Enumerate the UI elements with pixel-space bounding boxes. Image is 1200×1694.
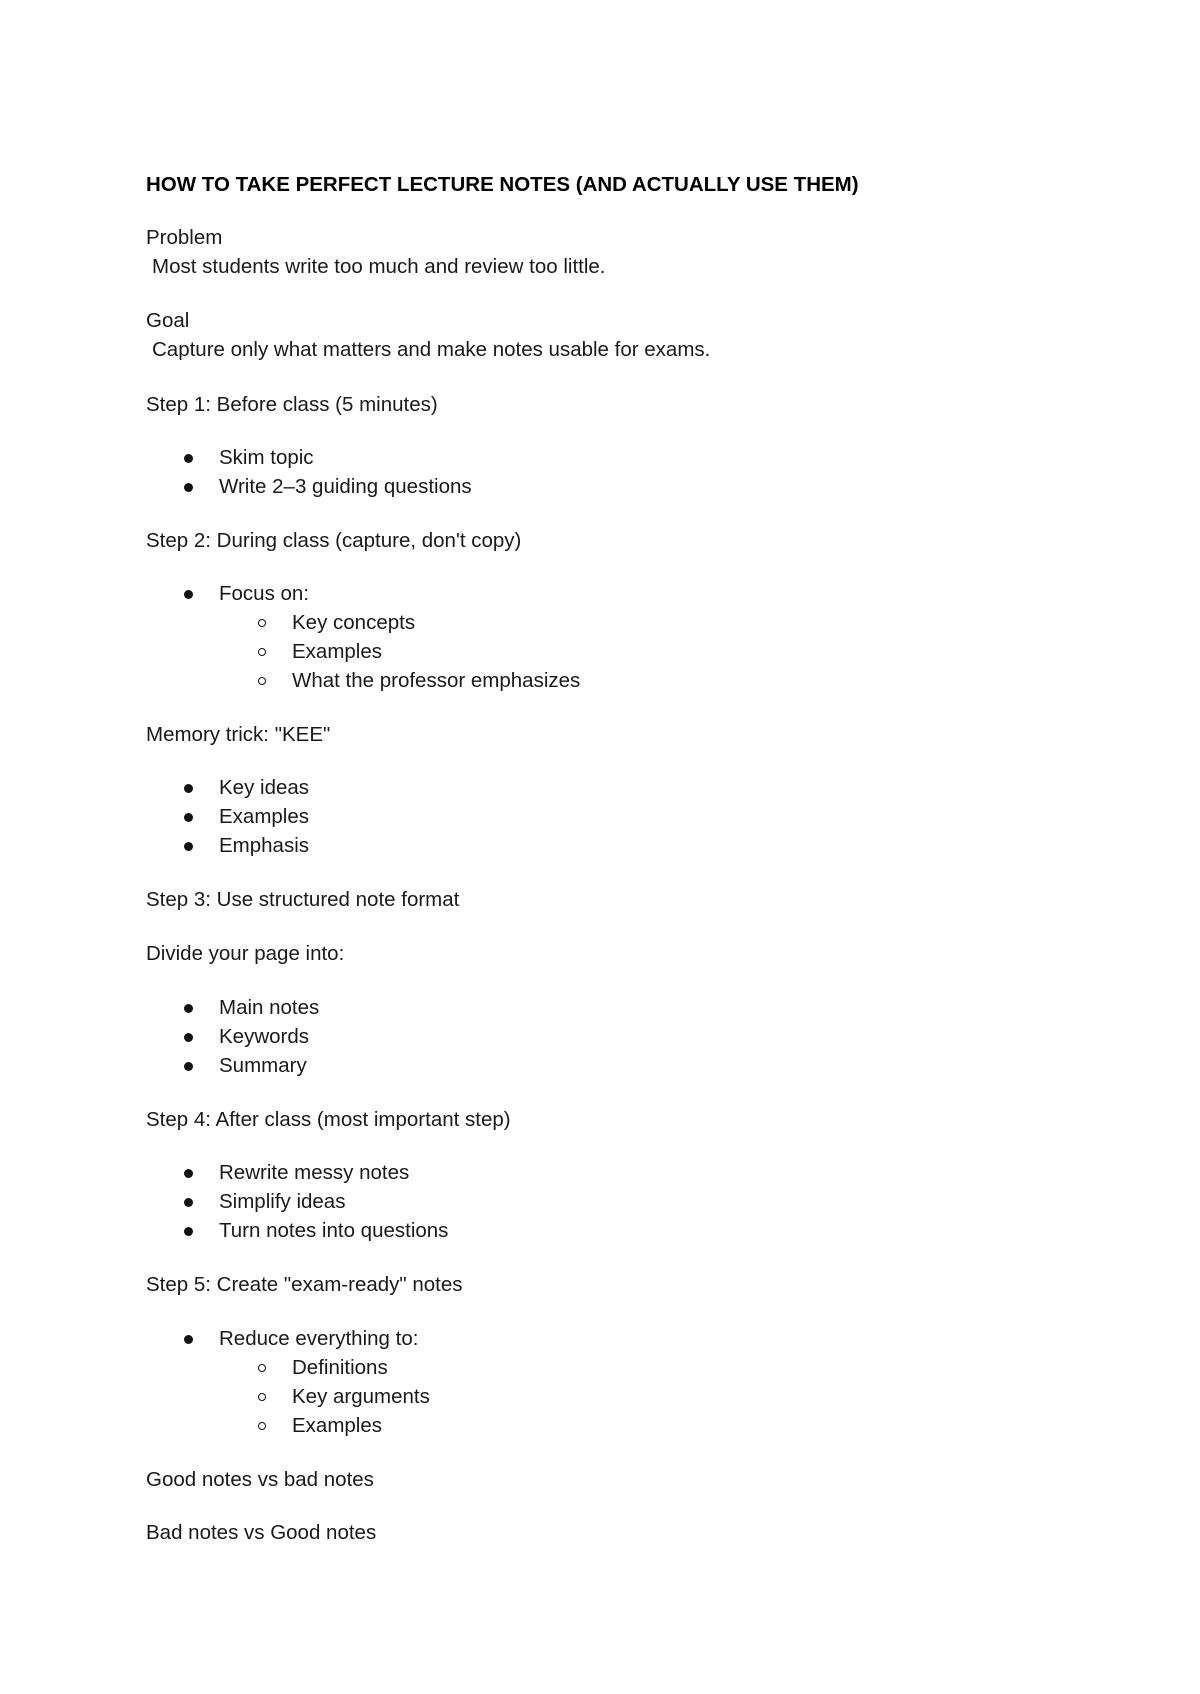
- step3-heading: Step 3: Use structured note format: [146, 888, 460, 911]
- bullet-circle-icon: [258, 677, 266, 685]
- bullet-circle-icon: [258, 1422, 266, 1430]
- goal-text: Capture only what matters and make notes usable for exams.: [152, 338, 711, 361]
- problem-heading: Problem: [146, 226, 223, 249]
- bullet-dot-icon: [184, 590, 193, 599]
- bullet-dot-icon: [184, 842, 193, 851]
- bullet-circle-icon: [258, 619, 266, 627]
- bullet-dot-icon: [184, 454, 193, 463]
- bullet-dot-icon: [184, 1062, 193, 1071]
- bullet-dot-icon: [184, 813, 193, 822]
- bullet-dot-icon: [184, 1004, 193, 1013]
- memory-heading: Memory trick: "KEE": [146, 723, 331, 746]
- bullet-circle-icon: [258, 1393, 266, 1401]
- document-title: HOW TO TAKE PERFECT LECTURE NOTES (AND ACTUALLY USE THEM): [146, 173, 859, 196]
- goal-heading: Goal: [146, 309, 190, 332]
- bullet-dot-icon: [184, 1198, 193, 1207]
- good-vs-bad-heading: Good notes vs bad notes: [146, 1468, 374, 1491]
- bullet-dot-icon: [184, 784, 193, 793]
- bullet-dot-icon: [184, 1033, 193, 1042]
- bullet-circle-icon: [258, 1364, 266, 1372]
- problem-text: Most students write too much and review too little.: [152, 255, 606, 278]
- bullet-dot-icon: [184, 1169, 193, 1178]
- bullet-dot-icon: [184, 1335, 193, 1344]
- step4-heading: Step 4: After class (most important step): [146, 1108, 511, 1131]
- step3-intro: Divide your page into:: [146, 942, 345, 965]
- bullet-dot-icon: [184, 483, 193, 492]
- step2-heading: Step 2: During class (capture, don't copy): [146, 529, 522, 552]
- bullet-dot-icon: [184, 1227, 193, 1236]
- bullet-circle-icon: [258, 648, 266, 656]
- bad-vs-good-heading: Bad notes vs Good notes: [146, 1521, 377, 1544]
- step1-heading: Step 1: Before class (5 minutes): [146, 393, 438, 416]
- step5-heading: Step 5: Create "exam-ready" notes: [146, 1273, 463, 1296]
